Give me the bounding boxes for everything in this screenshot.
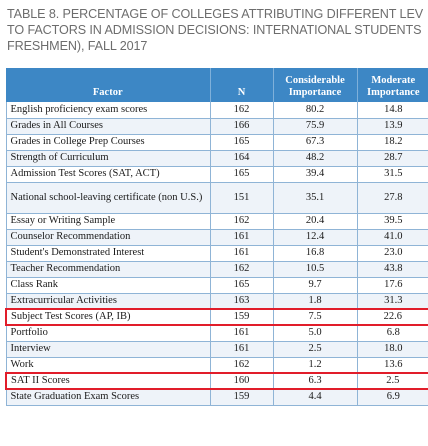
table-row <box>6 182 428 213</box>
considerable-cell: 39.4 <box>273 166 357 182</box>
moderate-cell: 43.8 <box>357 261 428 277</box>
considerable-cell: 10.5 <box>273 261 357 277</box>
factor-cell: Grades in All Courses <box>6 118 210 134</box>
moderate-cell: 2.5 <box>357 373 428 389</box>
factor-cell: English proficiency exam scores <box>6 102 210 118</box>
n-cell: 161 <box>210 245 273 261</box>
considerable-cell: 2.5 <box>273 341 357 357</box>
n-cell: 151 <box>210 182 273 213</box>
factor-cell: Extracurricular Activities <box>6 293 210 309</box>
n-cell: 160 <box>210 373 273 389</box>
moderate-cell: 22.6 <box>357 309 428 325</box>
considerable-cell: 4.4 <box>273 389 357 405</box>
considerable-cell: 9.7 <box>273 277 357 293</box>
considerable-cell: 67.3 <box>273 134 357 150</box>
n-cell: 159 <box>210 309 273 325</box>
table-row-highlighted <box>6 373 428 389</box>
table-row <box>6 118 428 134</box>
considerable-cell: 12.4 <box>273 229 357 245</box>
moderate-cell: 18.0 <box>357 341 428 357</box>
moderate-cell: 6.9 <box>357 389 428 405</box>
table-row <box>6 245 428 261</box>
moderate-cell: 13.6 <box>357 357 428 373</box>
factor-cell: State Graduation Exam Scores <box>6 389 210 405</box>
moderate-cell: 13.9 <box>357 118 428 134</box>
moderate-cell: 41.0 <box>357 229 428 245</box>
n-cell: 165 <box>210 166 273 182</box>
factor-cell: Admission Test Scores (SAT, ACT) <box>6 166 210 182</box>
factor-cell: Essay or Writing Sample <box>6 213 210 229</box>
considerable-cell: 48.2 <box>273 150 357 166</box>
header-considerable-importance: Considerable Importance <box>273 68 357 102</box>
factor-cell: Portfolio <box>6 325 210 341</box>
considerable-cell: 75.9 <box>273 118 357 134</box>
considerable-cell: 20.4 <box>273 213 357 229</box>
moderate-cell: 23.0 <box>357 245 428 261</box>
table-row <box>6 357 428 373</box>
considerable-cell: 80.2 <box>273 102 357 118</box>
moderate-cell: 31.3 <box>357 293 428 309</box>
n-cell: 161 <box>210 325 273 341</box>
factor-cell: National school-leaving certificate (non U.S.) <box>6 182 210 213</box>
n-cell: 163 <box>210 293 273 309</box>
moderate-cell: 27.8 <box>357 182 428 213</box>
table-row-highlighted <box>6 309 428 325</box>
n-cell: 159 <box>210 389 273 405</box>
moderate-cell: 18.2 <box>357 134 428 150</box>
n-cell: 166 <box>210 118 273 134</box>
n-cell: 165 <box>210 134 273 150</box>
n-cell: 164 <box>210 150 273 166</box>
header-factor: Factor <box>6 68 210 102</box>
table-row <box>6 389 428 405</box>
n-cell: 161 <box>210 229 273 245</box>
n-cell: 162 <box>210 261 273 277</box>
factor-cell: Strength of Curriculum <box>6 150 210 166</box>
n-cell: 162 <box>210 357 273 373</box>
table-caption: TABLE 8. PERCENTAGE OF COLLEGES ATTRIBUTING DIFFERENT LEV TO FACTORS IN ADMISSION DECISIONS: INTERNATIONAL STUDENTS FRESHMEN), FALL 2017 <box>7 7 424 53</box>
moderate-cell: 31.5 <box>357 166 428 182</box>
moderate-cell: 14.8 <box>357 102 428 118</box>
factor-cell: SAT II Scores <box>6 373 210 389</box>
moderate-cell: 39.5 <box>357 213 428 229</box>
considerable-cell: 5.0 <box>273 325 357 341</box>
considerable-cell: 35.1 <box>273 182 357 213</box>
table-row <box>6 134 428 150</box>
factor-cell: Grades in College Prep Courses <box>6 134 210 150</box>
factor-cell: Teacher Recommendation <box>6 261 210 277</box>
considerable-cell: 1.8 <box>273 293 357 309</box>
table-row <box>6 325 428 341</box>
n-cell: 161 <box>210 341 273 357</box>
moderate-cell: 6.8 <box>357 325 428 341</box>
moderate-cell: 28.7 <box>357 150 428 166</box>
considerable-cell: 7.5 <box>273 309 357 325</box>
factor-cell: Work <box>6 357 210 373</box>
table-row <box>6 293 428 309</box>
table-row <box>6 229 428 245</box>
considerable-cell: 1.2 <box>273 357 357 373</box>
factor-cell: Subject Test Scores (AP, IB) <box>6 309 210 325</box>
n-cell: 162 <box>210 102 273 118</box>
table-row <box>6 213 428 229</box>
table-row <box>6 166 428 182</box>
header-n: N <box>210 68 273 102</box>
factor-cell: Interview <box>6 341 210 357</box>
moderate-cell: 17.6 <box>357 277 428 293</box>
admission-factors-table <box>5 68 428 406</box>
factor-cell: Student's Demonstrated Interest <box>6 245 210 261</box>
table-row <box>6 341 428 357</box>
considerable-cell: 6.3 <box>273 373 357 389</box>
table-row <box>6 277 428 293</box>
n-cell: 165 <box>210 277 273 293</box>
n-cell: 162 <box>210 213 273 229</box>
table-row <box>6 102 428 118</box>
factor-cell: Class Rank <box>6 277 210 293</box>
header-moderate-importance: Moderate Importance <box>357 68 428 102</box>
factor-cell: Counselor Recommendation <box>6 229 210 245</box>
considerable-cell: 16.8 <box>273 245 357 261</box>
table-row <box>6 261 428 277</box>
table-header-row <box>6 68 428 102</box>
table-row <box>6 150 428 166</box>
